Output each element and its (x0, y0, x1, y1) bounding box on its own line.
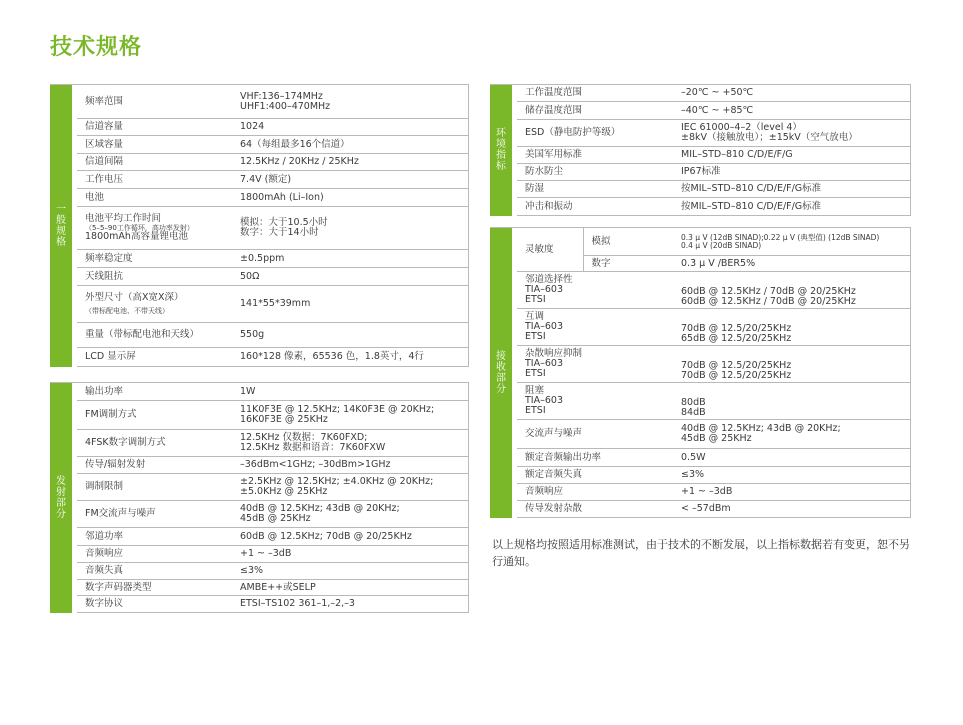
spec-label: 杂散响应抑制 TIA–603 ETSI (517, 346, 673, 383)
spec-value: 70dB @ 12.5/20/25KHz 70dB @ 12.5/20/25KHz (673, 346, 910, 383)
spec-sublabel: 模拟 (583, 228, 673, 256)
table-row (50, 348, 468, 367)
spec-label: 信道容量 (77, 119, 232, 136)
table-row (490, 181, 910, 198)
spec-label: 互调 TIA–603 ETSI (517, 309, 673, 346)
spec-label: 工作温度范围 (517, 85, 673, 102)
spec-label: 频率范围 (77, 85, 232, 119)
general-spec-table (50, 84, 469, 367)
section-label-environment: 环境指标 (490, 85, 512, 216)
table-row (50, 580, 468, 596)
spec-value: 0.3 μ V (12dB SINAD);0.22 μ V (典型值) (12dB SINAD) 0.4 μ V (20dB SINAD) (673, 228, 910, 256)
spec-value: 64（每组最多16个信道） (232, 136, 468, 154)
spec-value: –36dBm<1GHz; –30dBm>1GHz (232, 457, 468, 474)
spec-label: 交流声与噪声 (517, 420, 673, 449)
table-row (490, 164, 910, 181)
spec-value: 60dB @ 12.5KHz; 70dB @ 20/25KHz (232, 528, 468, 546)
spec-label: FM调制方式 (77, 401, 232, 430)
spec-value: 7.4V (额定) (232, 171, 468, 189)
table-row (50, 85, 468, 119)
spec-value: 1800mAh (Li–Ion) (232, 189, 468, 207)
table-row (50, 154, 468, 171)
section-label-transmit: 发射部分 (50, 383, 72, 613)
spec-value: ±2.5KHz @ 12.5KHz; ±4.0KHz @ 20KHz; ±5.0KHz @ 25KHz (232, 474, 468, 501)
spec-value: 40dB @ 12.5KHz; 43dB @ 20KHz; 45dB @ 25KHz (673, 420, 910, 449)
spec-value: 160*128 像素，65536 色，1.8英寸，4行 (232, 348, 468, 367)
table-row (50, 136, 468, 154)
spec-value: MIL–STD–810 C/D/E/F/G (673, 147, 910, 164)
spec-label: 邻道选择性 TIA–603 ETSI (517, 272, 673, 309)
spec-value: 0.5W (673, 449, 910, 467)
table-row (490, 346, 910, 383)
spec-label: 音频失真 (77, 563, 232, 580)
spec-value: ±0.5ppm (232, 250, 468, 268)
table-row (50, 528, 468, 546)
transmit-spec-table (50, 382, 469, 613)
spec-value: ≤3% (673, 467, 910, 484)
spec-value: 11K0F3E @ 12.5KHz; 14K0F3E @ 20KHz; 16K0F3E @ 25KHz (232, 401, 468, 430)
table-row (490, 272, 910, 309)
table-row (490, 309, 910, 346)
table-row (50, 501, 468, 528)
spec-label: 防湿 (517, 181, 673, 198)
table-row (490, 147, 910, 164)
spec-value: 12.5KHz / 20KHz / 25KHz (232, 154, 468, 171)
spec-label: 4FSK数字调制方式 (77, 430, 232, 457)
spec-value: –20℃ ~ +50℃ (673, 85, 910, 102)
spec-label: 电池 (77, 189, 232, 207)
spec-value: 550g (232, 323, 468, 348)
spec-value: 50Ω (232, 268, 468, 286)
spec-label: ESD（静电防护等级） (517, 120, 673, 147)
spec-value: +1 ~ –3dB (232, 546, 468, 563)
spec-label: 音频响应 (77, 546, 232, 563)
spec-label: 输出功率 (77, 383, 232, 401)
spec-value: 12.5KHz 仅数据：7K60FXD; 12.5KHz 数据和语音：7K60FXW (232, 430, 468, 457)
table-row (50, 119, 468, 136)
spec-label: 传导发射杂散 (517, 501, 673, 518)
spec-label: 频率稳定度 (77, 250, 232, 268)
page-title: 技术规格 (50, 35, 143, 60)
table-row (50, 546, 468, 563)
spec-value: VHF:136–174MHz UHF1:400–470MHz (232, 85, 468, 119)
spec-value: 80dB 84dB (673, 383, 910, 420)
spec-value: ≤3% (232, 563, 468, 580)
table-row (490, 383, 910, 420)
spec-label: 冲击和振动 (517, 198, 673, 216)
table-row (50, 171, 468, 189)
spec-label: FM交流声与噪声 (77, 501, 232, 528)
spec-value: < –57dBm (673, 501, 910, 518)
spec-value: ETSI–TS102 361–1,–2,–3 (232, 596, 468, 613)
spec-label: 数字协议 (77, 596, 232, 613)
spec-label: 重量（带标配电池和天线） (77, 323, 232, 348)
spec-value: –40℃ ~ +85℃ (673, 102, 910, 120)
table-row (490, 467, 910, 484)
table-row (50, 383, 468, 401)
section-label-receive: 接收部分 (490, 228, 512, 518)
spec-label: 阻塞 TIA–603 ETSI (517, 383, 673, 420)
spec-value: 60dB @ 12.5KHz / 70dB @ 20/25KHz 60dB @ 12.5KHz / 70dB @ 20/25KHz (673, 272, 910, 309)
table-row (490, 120, 910, 147)
spec-value: 模拟：大于10.5小时 数字：大于14小时 (232, 207, 468, 250)
table-row (490, 198, 910, 216)
spec-label: 天线阻抗 (77, 268, 232, 286)
spec-label: 数字声码器类型 (77, 580, 232, 596)
spec-label: 区域容量 (77, 136, 232, 154)
spec-value: 141*55*39mm (232, 286, 468, 323)
disclaimer-note: 以上规格均按照适用标准测试，由于技术的不断发展，以上指标数据若有变更，恕不另行通知。 (492, 538, 910, 568)
spec-value: 70dB @ 12.5/20/25KHz 65dB @ 12.5/20/25KHz (673, 309, 910, 346)
spec-label: 调制限制 (77, 474, 232, 501)
table-row (50, 430, 468, 457)
table-row (50, 457, 468, 474)
spec-value: IP67标准 (673, 164, 910, 181)
spec-sublabel: 数字 (583, 256, 673, 272)
spec-label: 邻道功率 (77, 528, 232, 546)
spec-label: LCD 显示屏 (77, 348, 232, 367)
table-row (50, 596, 468, 613)
spec-value: 1W (232, 383, 468, 401)
spec-label: 传导/辐射发射 (77, 457, 232, 474)
spec-label: 电池平均工作时间 （5–5–90工作循环，高功率发射） 1800mAh高容量锂电池 (77, 207, 232, 250)
table-row (50, 323, 468, 348)
spec-value: AMBE++或SELP (232, 580, 468, 596)
spec-value: IEC 61000–4–2（level 4） ±8kV（接触放电）；±15kV（空气放电） (673, 120, 910, 147)
table-row (50, 250, 468, 268)
spec-label: 储存温度范围 (517, 102, 673, 120)
spec-label: 灵敏度 (517, 228, 583, 272)
table-row (490, 420, 910, 449)
spec-value: 按MIL–STD–810 C/D/E/F/G标准 (673, 181, 910, 198)
spec-label: 防水防尘 (517, 164, 673, 181)
table-row (50, 563, 468, 580)
receive-spec-table (490, 227, 911, 518)
table-row (50, 207, 468, 250)
spec-label: 信道间隔 (77, 154, 232, 171)
table-row (490, 85, 910, 102)
table-row (50, 286, 468, 323)
spec-value: +1 ~ –3dB (673, 484, 910, 501)
table-row (490, 228, 910, 256)
spec-label: 工作电压 (77, 171, 232, 189)
spec-value: 按MIL–STD–810 C/D/E/F/G标准 (673, 198, 910, 216)
spec-label: 美国军用标准 (517, 147, 673, 164)
spec-label: 额定音频失真 (517, 467, 673, 484)
table-row (490, 102, 910, 120)
section-label-general: 一般规格 (50, 85, 72, 367)
table-row (50, 401, 468, 430)
table-row (490, 449, 910, 467)
spec-label: 外型尺寸（高X宽X深） （带标配电池、不带天线） (77, 286, 232, 323)
spec-label: 额定音频输出功率 (517, 449, 673, 467)
spec-value: 0.3 μ V /BER5% (673, 256, 910, 272)
table-row (50, 268, 468, 286)
table-row (50, 474, 468, 501)
table-row (490, 484, 910, 501)
environment-spec-table (490, 84, 911, 216)
spec-value: 40dB @ 12.5KHz; 43dB @ 20KHz; 45dB @ 25KHz (232, 501, 468, 528)
table-row (50, 189, 468, 207)
table-row (490, 501, 910, 518)
spec-label: 音频响应 (517, 484, 673, 501)
spec-value: 1024 (232, 119, 468, 136)
